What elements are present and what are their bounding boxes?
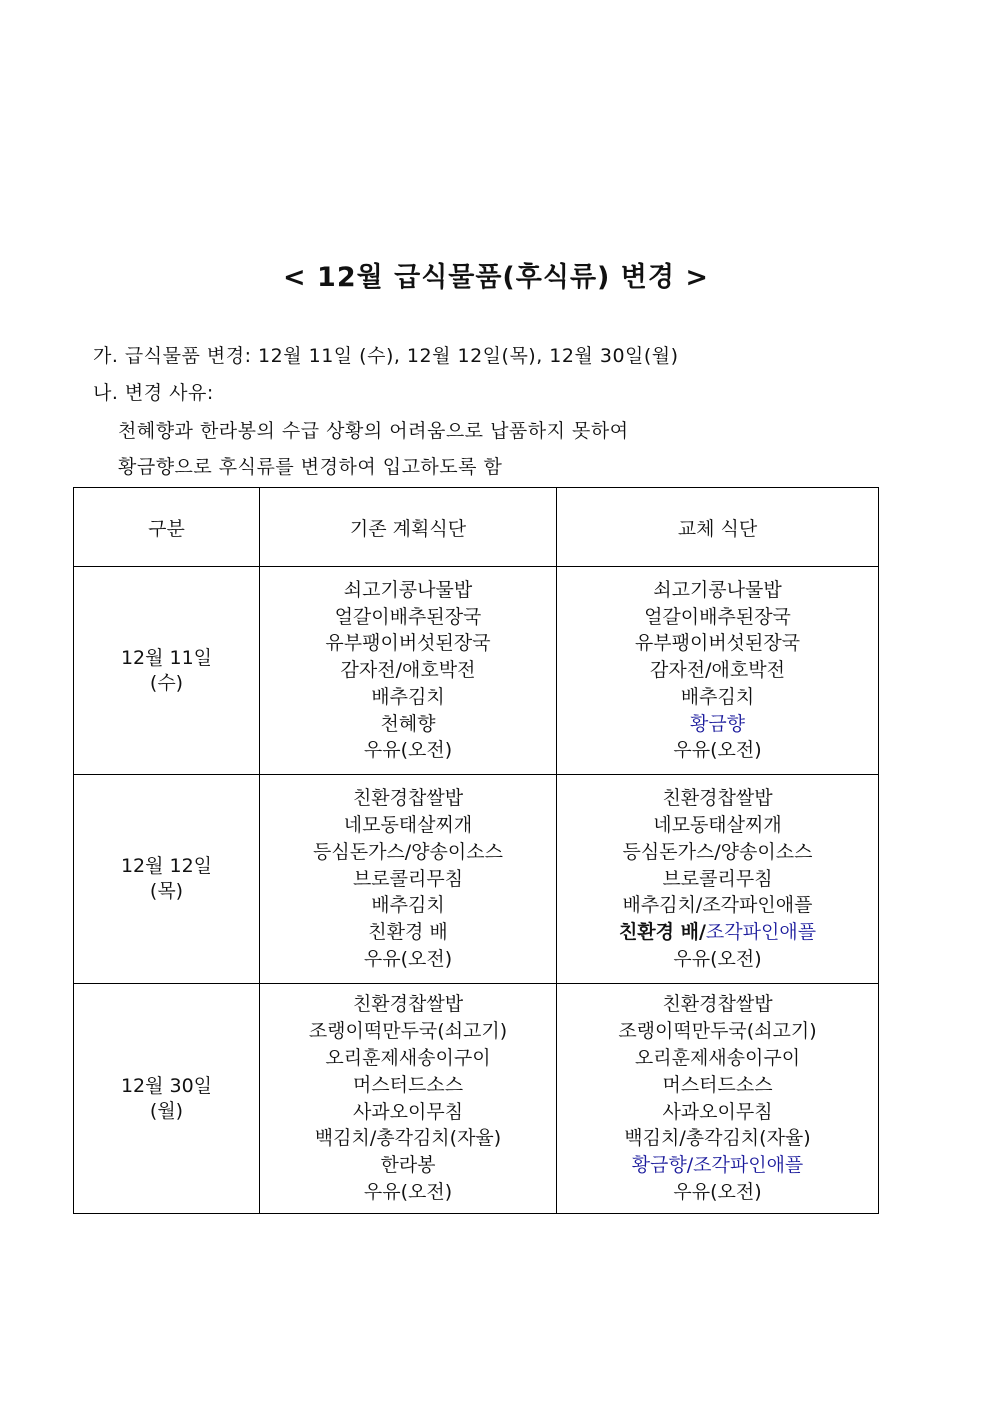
menu-item: 네모동태살찌개 — [653, 814, 782, 836]
menu-item: 친환경찹쌀밥 — [662, 993, 773, 1016]
changed-menu-item: 황금향 — [689, 712, 746, 735]
page-title: < 12월 급식물품(후식류) 변경 > — [283, 262, 709, 293]
menu-item: 머스터드소스 — [662, 1073, 773, 1096]
date-label: 12월 12일 — [120, 855, 213, 877]
menu-change-table — [73, 487, 879, 1214]
date-cell — [74, 775, 260, 984]
table-row — [74, 984, 879, 1214]
menu-item: 쇠고기콩나물밥 — [653, 578, 782, 601]
menu-item: 쇠고기콩나물밥 — [343, 578, 473, 601]
weekday-label: (목) — [149, 880, 184, 902]
menu-item: 배추김치 — [371, 685, 445, 708]
menu-item: 네모동태살찌개 — [343, 814, 473, 836]
header-category: 구분 — [74, 488, 260, 567]
table-header-row — [74, 488, 879, 567]
weekday-label: (월) — [149, 1099, 184, 1122]
menu-item: 얼갈이배추된장국 — [334, 605, 482, 628]
menu-item: 브로콜리무침 — [352, 867, 464, 890]
changed-menu-item: 황금향/조각파인애플 — [631, 1154, 804, 1177]
header-original-menu: 기존 계획식단 — [260, 488, 557, 567]
menu-item: 친환경찹쌀밥 — [352, 993, 464, 1016]
change-reason-line-1: 천혜향과 한라봉의 수급 상황의 어려움으로 납품하지 못하여 — [118, 420, 629, 442]
menu-item: 사과오이무침 — [662, 1100, 773, 1123]
menu-item: 감자전/애호박전 — [340, 659, 476, 682]
table-row — [74, 775, 879, 984]
weekday-label: (수) — [149, 671, 184, 694]
menu-item: 조랭이떡만두국(쇠고기) — [308, 1020, 508, 1043]
menu-item: 오리훈제새송이구이 — [325, 1046, 491, 1069]
menu-item: 백김치/총각김치(자율) — [314, 1127, 502, 1150]
menu-item: 우유(오전) — [363, 1180, 453, 1203]
menu-item: 우유(오전) — [673, 947, 762, 970]
menu-item: 친환경찹쌀밥 — [662, 787, 773, 810]
header-replacement-menu: 교체 식단 — [557, 488, 879, 567]
menu-item: 얼갈이배추된장국 — [644, 605, 791, 628]
menu-item: 배추김치 — [680, 685, 755, 708]
menu-item: 친환경 배 — [368, 921, 448, 944]
change-reason-heading: 나. 변경 사유: — [93, 382, 214, 404]
replacement-menu-cell — [557, 775, 879, 984]
menu-item: 유부팽이버섯된장국 — [634, 632, 801, 655]
menu-item: 등심돈가스/양송이소스 — [313, 840, 503, 863]
changed-menu-item — [557, 919, 878, 946]
menu-item: 머스터드소스 — [352, 1073, 464, 1096]
table-row — [74, 567, 879, 775]
changed-fruit-part: 조각파인애플 — [705, 921, 817, 944]
menu-item: 우유(오전) — [363, 739, 453, 762]
date-cell — [74, 567, 260, 775]
change-dates-line: 가. 급식물품 변경: 12월 11일 (수), 12월 12일(목), 12월 30일(월) — [93, 345, 679, 367]
date-label: 12월 30일 — [120, 1074, 213, 1097]
replacement-menu-cell — [557, 567, 879, 775]
date-label: 12월 11일 — [120, 646, 213, 669]
menu-item: 친환경찹쌀밥 — [352, 787, 464, 810]
menu-item: 배추김치/조각파인애플 — [622, 894, 813, 917]
menu-item: 배추김치 — [371, 894, 445, 917]
menu-item: 등심돈가스/양송이소스 — [622, 840, 813, 863]
change-reason-line-2: 황금향으로 후식류를 변경하여 입고하도록 함 — [118, 456, 503, 478]
date-cell — [74, 984, 260, 1214]
original-menu-cell — [260, 567, 557, 775]
menu-item: 조랭이떡만두국(쇠고기) — [618, 1020, 817, 1043]
menu-item: 우유(오전) — [363, 947, 453, 970]
menu-item: 오리훈제새송이구이 — [634, 1046, 801, 1069]
menu-item: 우유(오전) — [673, 1180, 762, 1203]
original-menu-cell — [260, 775, 557, 984]
menu-item: 한라봉 — [380, 1154, 436, 1177]
menu-item: 천혜향 — [380, 712, 436, 735]
menu-item: 우유(오전) — [673, 739, 762, 762]
menu-item: 브로콜리무침 — [662, 867, 773, 890]
menu-item: 유부팽이버섯된장국 — [325, 632, 491, 655]
changed-fruit-part: 친환경 배/ — [618, 921, 706, 944]
replacement-menu-cell — [557, 984, 879, 1214]
original-menu-cell — [260, 984, 557, 1214]
menu-item: 백김치/총각김치(자율) — [624, 1127, 811, 1150]
menu-item: 감자전/애호박전 — [650, 659, 785, 682]
menu-item: 사과오이무침 — [352, 1100, 464, 1123]
